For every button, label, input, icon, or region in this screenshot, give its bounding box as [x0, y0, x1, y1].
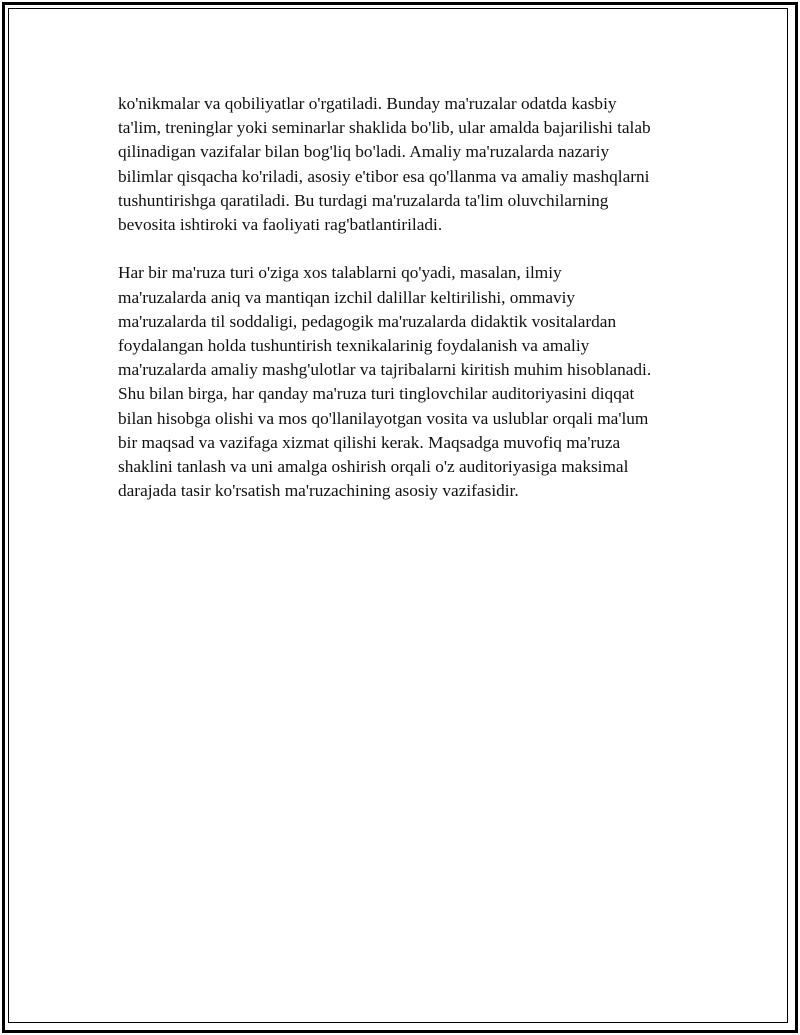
text-line: darajada tasir ko'rsatish ma'ruzachining asosiy vazifasidir.	[118, 481, 519, 501]
text-line: tushuntirishga qaratiladi. Bu turdagi ma'ruzalarda ta'lim oluvchilarning	[118, 190, 609, 210]
text-line: ma'ruzalarda amaliy mashg'ulotlar va tajribalarni kiritish muhim hisoblanadi.	[118, 360, 652, 380]
text-line: bilan hisobga olishi va mos qo'llanilayotgan vosita va uslublar orqali ma'lum	[118, 408, 649, 428]
text-line: bevosita ishtiroki va faoliyati rag'batlantiriladi.	[118, 215, 443, 235]
text-line: ma'ruzalarda aniq va mantiqan izchil dalillar keltirilishi, ommaviy	[118, 287, 576, 307]
text-line: ko'nikmalar va qobiliyatlar o'rgatiladi. Bunday ma'ruzalar odatda kasbiy	[118, 94, 617, 113]
text-line: ta'lim, treninglar yoki seminarlar shaklida bo'lib, ular amalda bajarilishi talab	[118, 118, 651, 138]
document-body	[118, 92, 698, 503]
text-line: bilimlar qisqacha ko'riladi, asosiy e'tibor esa qo'llanma va amaliy mashqlarni	[118, 166, 650, 186]
paragraph-1	[118, 92, 698, 237]
text-line: ma'ruzalarda til soddaligi, pedagogik ma'ruzalarda didaktik vositalardan	[118, 311, 617, 331]
text-line: bir maqsad va vazifaga xizmat qilishi kerak. Maqsadga muvofiq ma'ruza	[118, 432, 621, 452]
text-line: qilinadigan vazifalar bilan bog'liq bo'ladi. Amaliy ma'ruzalarda nazariy	[118, 142, 610, 162]
text-line: Shu bilan birga, har qanday ma'ruza turi tinglovchilar auditoriyasini diqqat	[118, 384, 635, 404]
text-line: Har bir ma'ruza turi o'ziga xos talablarni qo'yadi, masalan, ilmiy	[118, 263, 562, 283]
text-line: shaklini tanlash va uni amalga oshirish orqali o'z auditoriyasiga maksimal	[118, 457, 629, 477]
paragraph-2	[118, 261, 698, 503]
text-line: foydalangan holda tushuntirish texnikalarinig foydalanish va amaliy	[118, 336, 590, 356]
